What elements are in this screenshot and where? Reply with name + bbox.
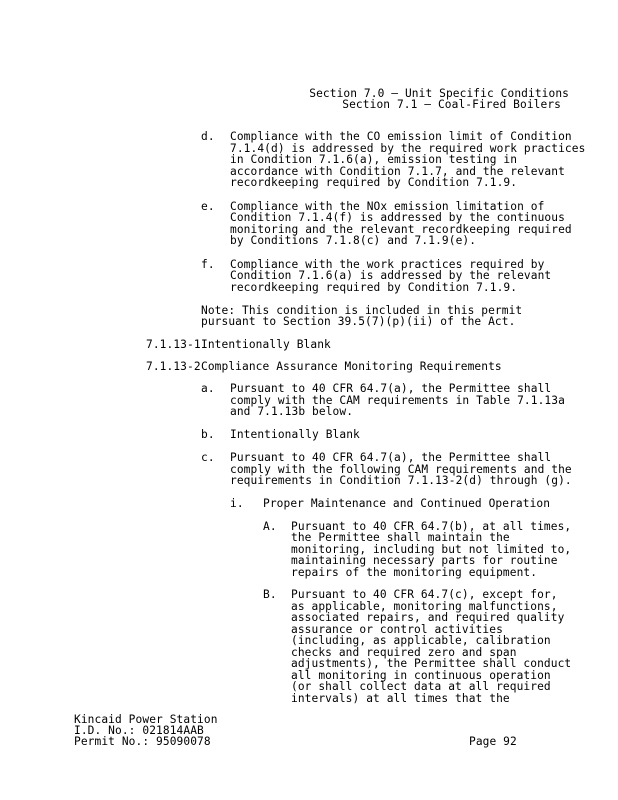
item-f-line: Condition 7.1.6(a) is addressed by the relevant [230, 269, 552, 282]
item-b-marker: b. [201, 428, 215, 441]
item-f-line: recordkeeping required by Condition 7.1.9. [230, 281, 518, 294]
item-c-line: comply with the following CAM requirements and the [230, 463, 572, 476]
subsubitem-a-line: maintaining necessary parts for routine [291, 554, 558, 567]
item-c-marker: c. [201, 451, 215, 464]
item-d-line: in Condition 7.1.6(a), emission testing in [230, 153, 518, 166]
item-e-line: monitoring and the relevant recordkeeping required [230, 223, 572, 236]
item-e-marker: e. [201, 200, 215, 213]
item-d-line: recordkeeping required by Condition 7.1.9. [230, 176, 518, 189]
item-e-line: Compliance with the NOx emission limitation of [230, 200, 545, 213]
item-f-marker: f. [201, 258, 215, 271]
subsubitem-b-line: adjustments), the Permittee shall conduct [291, 657, 572, 670]
subitem-i-title: Proper Maintenance and Continued Operation [263, 497, 551, 510]
subsubitem-b-marker: B. [263, 588, 277, 601]
subsubitem-b-line: intervals) at all times that the [291, 692, 510, 705]
subsubitem-a-line: the Permittee shall maintain the [291, 531, 510, 544]
item-c-line: Pursuant to 40 CFR 64.7(a), the Permittee shall [230, 451, 552, 464]
footer-page-number: Page 92 [469, 735, 517, 748]
section-title-7-1-13-1: Intentionally Blank [201, 338, 331, 351]
header-subsection-title: Section 7.1 – Coal-Fired Boilers [342, 98, 561, 111]
item-d-line: Compliance with the CO emission limit of Condition [230, 130, 572, 143]
item-a-line: and 7.1.13b below. [230, 405, 354, 418]
item-b-line: Intentionally Blank [230, 428, 360, 441]
subsubitem-b-line: (or shall collect data at all required [291, 680, 551, 693]
subsubitem-b-line: (including, as applicable, calibration [291, 634, 551, 647]
item-e-line: Condition 7.1.4(f) is addressed by the continuous [230, 211, 565, 224]
subsubitem-a-line: repairs of the monitoring equipment. [291, 566, 538, 579]
section-number-7-1-13-2: 7.1.13-2 [146, 360, 201, 373]
item-d-line: 7.1.4(d) is addressed by the required work practices [230, 142, 586, 155]
item-d-marker: d. [201, 130, 215, 143]
item-a-line: Pursuant to 40 CFR 64.7(a), the Permittee shall [230, 382, 552, 395]
section-title-7-1-13-2: Compliance Assurance Monitoring Requirements [201, 360, 502, 373]
subsubitem-a-line: Pursuant to 40 CFR 64.7(b), at all times, [291, 520, 572, 533]
subsubitem-b-line: all monitoring in continuous operation [291, 669, 551, 682]
subsubitem-a-marker: A. [263, 520, 277, 533]
footer-facility-name: Kincaid Power Station [74, 713, 218, 726]
section-number-7-1-13-1: 7.1.13-1 [146, 338, 201, 351]
subsubitem-b-line: checks and required zero and span [291, 646, 517, 659]
subsubitem-b-line: associated repairs, and required quality [291, 611, 565, 624]
subitem-i-marker: i. [230, 497, 244, 510]
subsubitem-b-line: Pursuant to 40 CFR 64.7(c), except for, [291, 588, 558, 601]
subsubitem-a-line: monitoring, including but not limited to, [291, 543, 572, 556]
item-f-line: Compliance with the work practices required by [230, 258, 545, 271]
item-c-line: requirements in Condition 7.1.13-2(d) through (g). [230, 474, 572, 487]
note-line: pursuant to Section 39.5(7)(p)(ii) of the Act. [201, 315, 516, 328]
item-d-line: accordance with Condition 7.1.7, and the relevant [230, 165, 565, 178]
footer-id-number: I.D. No.: 021814AAB [74, 724, 204, 737]
note-line: Note: This condition is included in this permit [201, 304, 523, 317]
item-e-line: by Conditions 7.1.8(c) and 7.1.9(e). [230, 234, 477, 247]
header-section-title: Section 7.0 – Unit Specific Conditions [309, 87, 569, 100]
subsubitem-b-line: assurance or control activities [291, 623, 503, 636]
subsubitem-b-line: as applicable, monitoring malfunctions, [291, 600, 558, 613]
item-a-marker: a. [201, 382, 215, 395]
item-a-line: comply with the CAM requirements in Table 7.1.13a [230, 394, 565, 407]
footer-permit-number: Permit No.: 95090078 [74, 735, 211, 748]
